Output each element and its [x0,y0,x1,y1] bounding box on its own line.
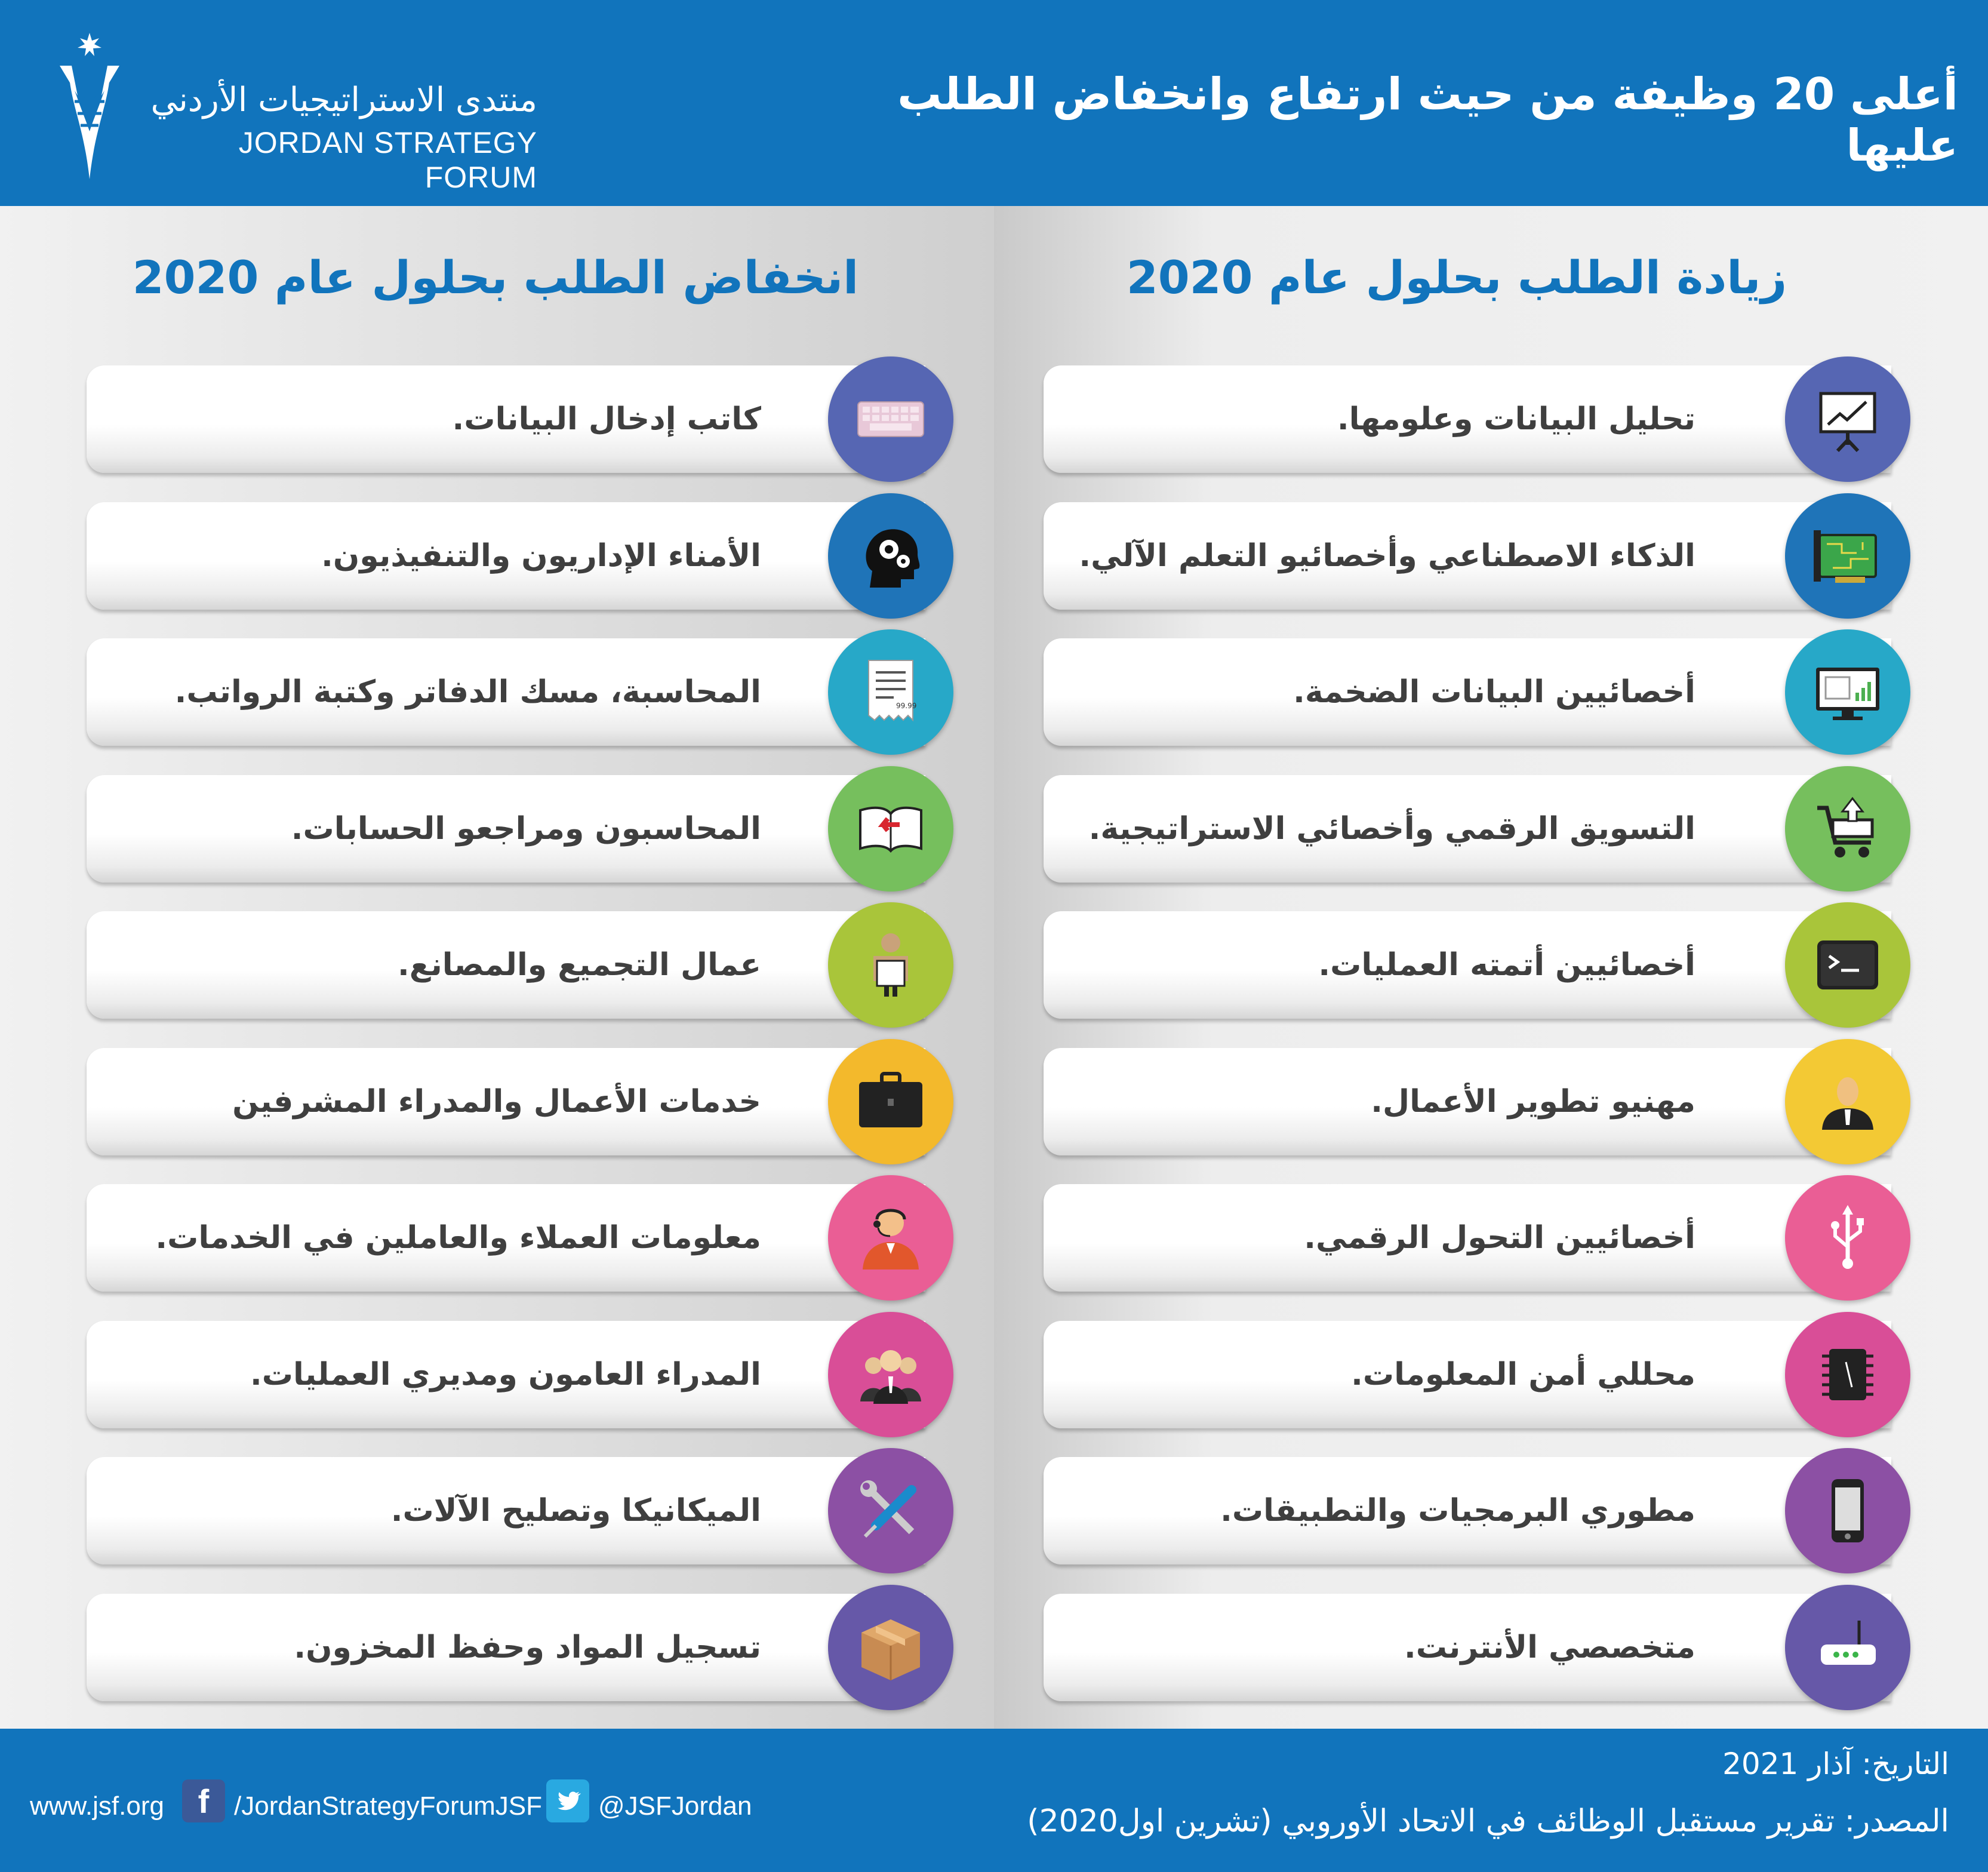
increase-item [1044,1448,1910,1561]
decrease-item-label: الميكانيكا وتصليح الآلات. [390,1493,761,1529]
increase-item [1044,766,1910,880]
decrease-title: انخفاض الطلب بحلول عام 2020 [132,251,859,304]
tools-icon [828,1448,953,1573]
usb-icon [1785,1175,1910,1301]
facebook-icon[interactable]: f [182,1779,225,1822]
keyboard-icon [828,356,953,482]
increase-item [1044,902,1910,1016]
router-icon [1785,1585,1910,1710]
increase-item [1044,1175,1910,1289]
decrease-item-label: خدمات الأعمال والمدراء المشرفين [232,1084,761,1120]
logo-arabic-name: منتدى الاستراتيجيات الأردني [150,81,537,119]
increase-item-label: أخصائيين البيانات الضخمة. [1293,674,1695,710]
page-title: أعلى 20 وظيفة من حيث ارتفاع وانخفاض الطلب عليها [897,69,1958,171]
increase-item-label: محللي أمن المعلومات. [1351,1357,1695,1393]
decrease-item [87,1312,953,1425]
increase-item [1044,1585,1910,1698]
decrease-item [87,766,953,880]
decrease-item [87,1585,953,1698]
shopping-cart-icon [1785,766,1910,892]
worker-icon [828,902,953,1028]
increase-item-label: مطوري البرمجيات والتطبيقات. [1220,1493,1695,1529]
facebook-link[interactable]: /JordanStrategyForumJSF [234,1791,542,1821]
decrease-item [87,629,953,743]
businessman-icon [1785,1039,1910,1164]
circuit-board-icon [1785,493,1910,619]
chip-icon [1785,1312,1910,1437]
increase-item [1044,629,1910,743]
increase-item-label: أخصائيين التحول الرقمي. [1304,1220,1695,1256]
terminal-icon [1785,902,1910,1028]
increase-item [1044,1312,1910,1425]
logo-english-name: JORDAN STRATEGY FORUM [238,126,537,194]
website-link[interactable]: www.jsf.org [30,1791,164,1821]
decrease-item-label: تسجيل المواد وحفظ المخزون. [294,1630,761,1665]
receipt-icon [828,629,953,755]
decrease-item [87,493,953,607]
head-gears-icon [828,493,953,619]
decrease-item-label: الأمناء الإداريون والتنفيذيون. [321,538,761,574]
decrease-item [87,1039,953,1152]
twitter-icon[interactable] [546,1779,589,1822]
presentation-chart-icon [1785,356,1910,482]
box-icon [828,1585,953,1710]
decrease-item-label: عمال التجميع والمصانع. [398,947,761,983]
increase-item-label: متخصصي الأنترنت. [1404,1630,1695,1665]
increase-title: زيادة الطلب بحلول عام 2020 [1126,251,1787,304]
decrease-item-label: المدراء العامون ومديري العمليات. [250,1357,761,1393]
increase-item [1044,1039,1910,1152]
jsf-logo [48,30,537,194]
decrease-item [87,1175,953,1289]
book-icon [828,766,953,892]
decrease-item [87,356,953,470]
decrease-item-label: المحاسبة، مسك الدفاتر وكتبة الرواتب. [174,674,761,710]
footer-source: المصدر: تقرير مستقبل الوظائف في الاتحاد الأوروبي (تشرين اول2020) [1027,1803,1949,1839]
decrease-item [87,902,953,1016]
jsf-emblem-icon [48,30,131,185]
smartphone-icon [1785,1448,1910,1573]
increase-item-label: أخصائيين أتمته العمليات. [1318,947,1695,983]
increase-item-label: التسويق الرقمي وأخصائي الاستراتيجية. [1088,811,1695,847]
svg-text:99.99: 99.99 [896,702,917,710]
briefcase-icon [828,1039,953,1164]
decrease-item-label: كاتب إدخال البيانات. [452,401,761,437]
headset-operator-icon [828,1175,953,1301]
twitter-link[interactable]: @JSFJordan [598,1791,752,1821]
increase-item-label: تحليل البيانات وعلومها. [1337,401,1695,437]
footer-date: التاريخ: آذار 2021 [1722,1747,1949,1781]
increase-item [1044,356,1910,470]
decrease-item-label: معلومات العملاء والعاملين في الخدمات. [155,1220,761,1256]
increase-item-label: الذكاء الاصطناعي وأخصائيو التعلم الآلي. [1079,538,1695,574]
managers-group-icon [828,1312,953,1437]
increase-item [1044,493,1910,607]
decrease-item-label: المحاسبون ومراجعو الحسابات. [291,811,761,847]
increase-item-label: مهنيو تطوير الأعمال. [1371,1084,1695,1120]
decrease-item [87,1448,953,1561]
monitor-chart-icon [1785,629,1910,755]
